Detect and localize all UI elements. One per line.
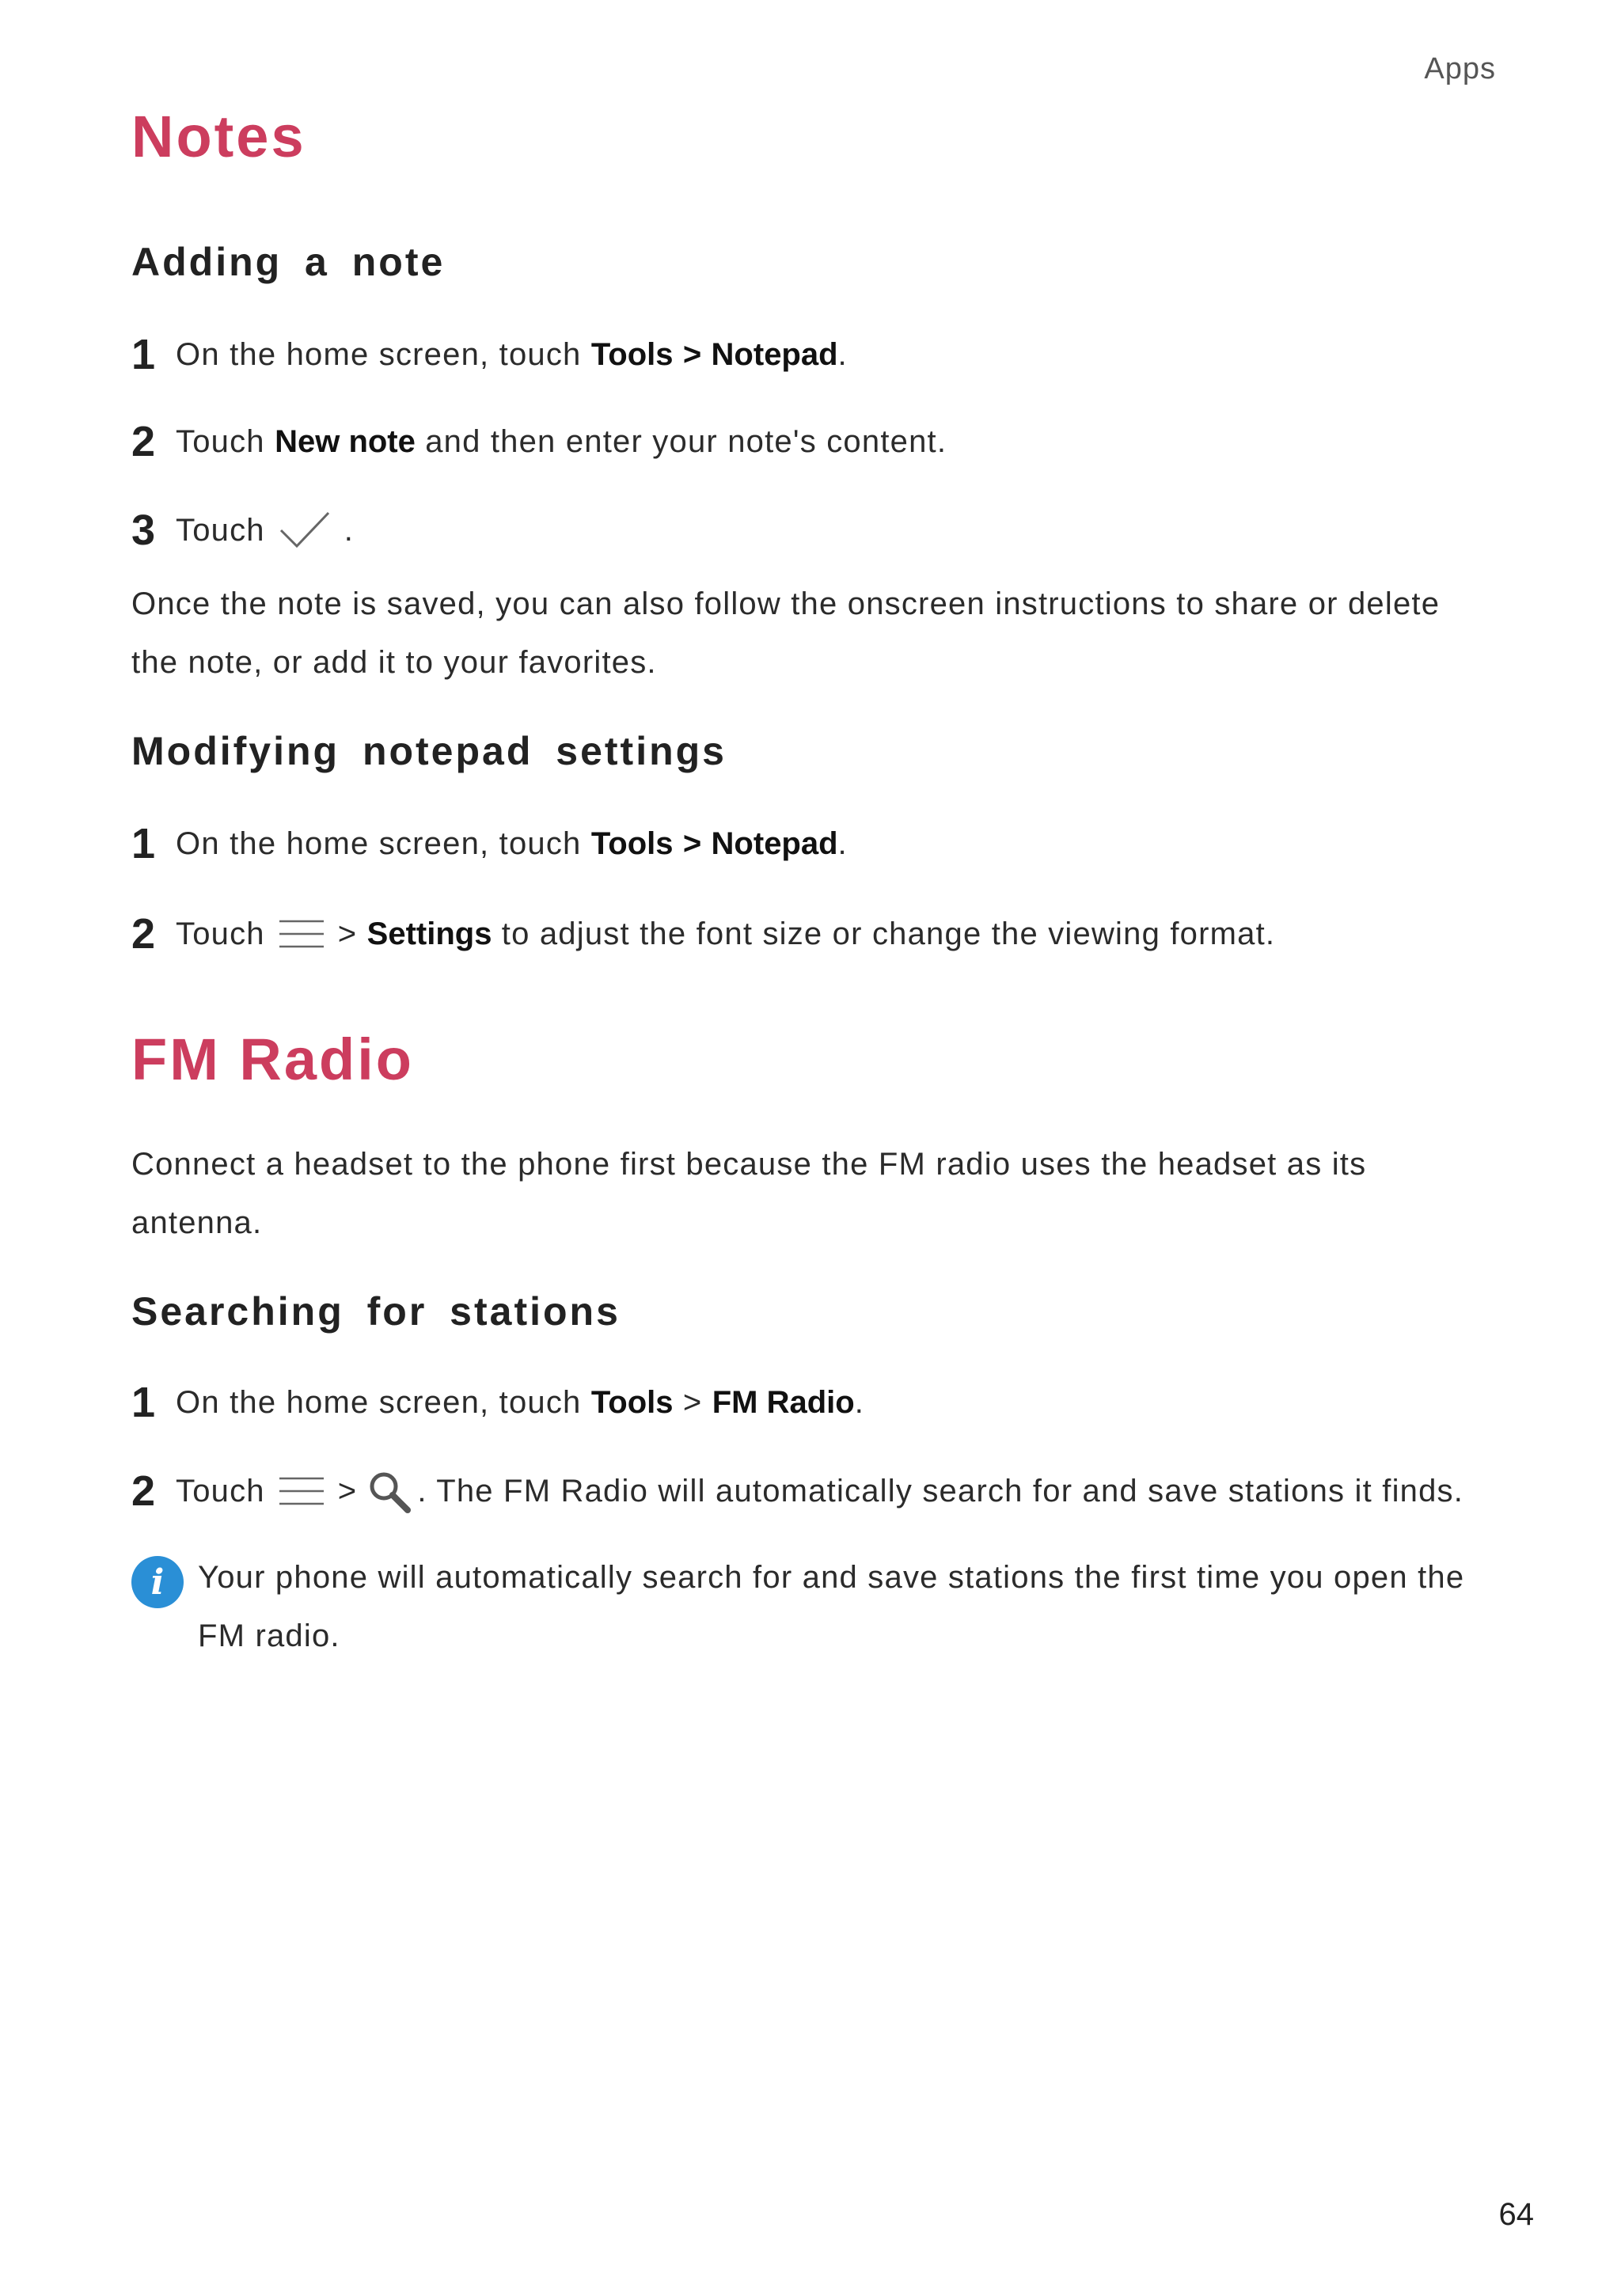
menu-path-settings: Settings xyxy=(366,916,492,951)
path-separator: > xyxy=(682,336,702,372)
step-text-end: . The FM Radio will automatically search for and save stations it finds. xyxy=(417,1473,1464,1509)
search-icon xyxy=(366,1469,412,1513)
step-text-end: . xyxy=(837,336,848,372)
step-number: 1 xyxy=(131,820,156,867)
step-text-end: . xyxy=(837,825,848,861)
step-text: Touch xyxy=(176,423,265,459)
step-text-end: . xyxy=(344,512,355,548)
step-text: Touch xyxy=(176,1473,265,1509)
menu-path-tools: Tools xyxy=(590,1384,674,1420)
step-number: 1 xyxy=(131,331,156,378)
menu-icon xyxy=(278,1474,325,1509)
step-number: 2 xyxy=(131,910,156,958)
check-icon xyxy=(278,510,332,551)
step-text: Touch xyxy=(176,916,265,951)
step-text: On the home screen, touch xyxy=(176,1384,582,1420)
info-note-text: Your phone will automatically search for and save stations the first time you open the FM radio. xyxy=(198,1560,1465,1653)
saved-note-paragraph: Once the note is saved, you can also follow the onscreen instructions to share or delete the note, or add it to your favorites. xyxy=(131,586,1441,680)
step-number: 1 xyxy=(131,1379,156,1426)
step-text: On the home screen, touch xyxy=(176,825,582,861)
step-text-end: to adjust the font size or change the viewing format. xyxy=(501,916,1276,951)
searching-step-2 xyxy=(131,1467,1463,1515)
heading-modifying-settings: Modifying notepad settings xyxy=(131,729,727,773)
fm-intro-paragraph: Connect a headset to the phone first because the FM radio uses the headset as its antenna. xyxy=(131,1147,1367,1240)
step-number: 3 xyxy=(131,507,156,554)
menu-path-fm-radio: FM Radio xyxy=(712,1384,855,1420)
adding-step-2 xyxy=(131,418,947,465)
menu-path-tools: Tools xyxy=(590,336,674,372)
path-separator: > xyxy=(682,825,702,861)
path-separator: > xyxy=(337,1473,358,1509)
info-icon: i xyxy=(131,1556,184,1608)
section-title-notes: Notes xyxy=(131,104,306,169)
modifying-step-1 xyxy=(131,820,848,867)
menu-path-tools: Tools xyxy=(590,825,674,861)
heading-adding-note: Adding a note xyxy=(131,240,446,284)
menu-icon xyxy=(278,917,325,951)
step-text: Touch xyxy=(176,512,265,548)
step-number: 2 xyxy=(131,418,156,465)
step-text: On the home screen, touch xyxy=(176,336,582,372)
step-text-end: and then enter your note's content. xyxy=(425,423,947,459)
path-separator: > xyxy=(337,916,358,951)
page-number: 64 xyxy=(1498,2197,1534,2232)
menu-path-notepad: Notepad xyxy=(711,825,838,861)
step-text-end: . xyxy=(854,1384,865,1420)
step-number: 2 xyxy=(131,1467,156,1515)
searching-step-1 xyxy=(131,1379,864,1426)
adding-step-3 xyxy=(131,507,354,554)
section-title-fm-radio: FM Radio xyxy=(131,1027,414,1092)
menu-path-notepad: Notepad xyxy=(711,336,838,372)
heading-searching-stations: Searching for stations xyxy=(131,1289,621,1334)
adding-step-1 xyxy=(131,331,848,378)
button-name-new-note: New note xyxy=(275,423,416,459)
modifying-step-2 xyxy=(131,910,1275,958)
path-separator: > xyxy=(682,1384,703,1420)
running-header: Apps xyxy=(1424,52,1496,85)
